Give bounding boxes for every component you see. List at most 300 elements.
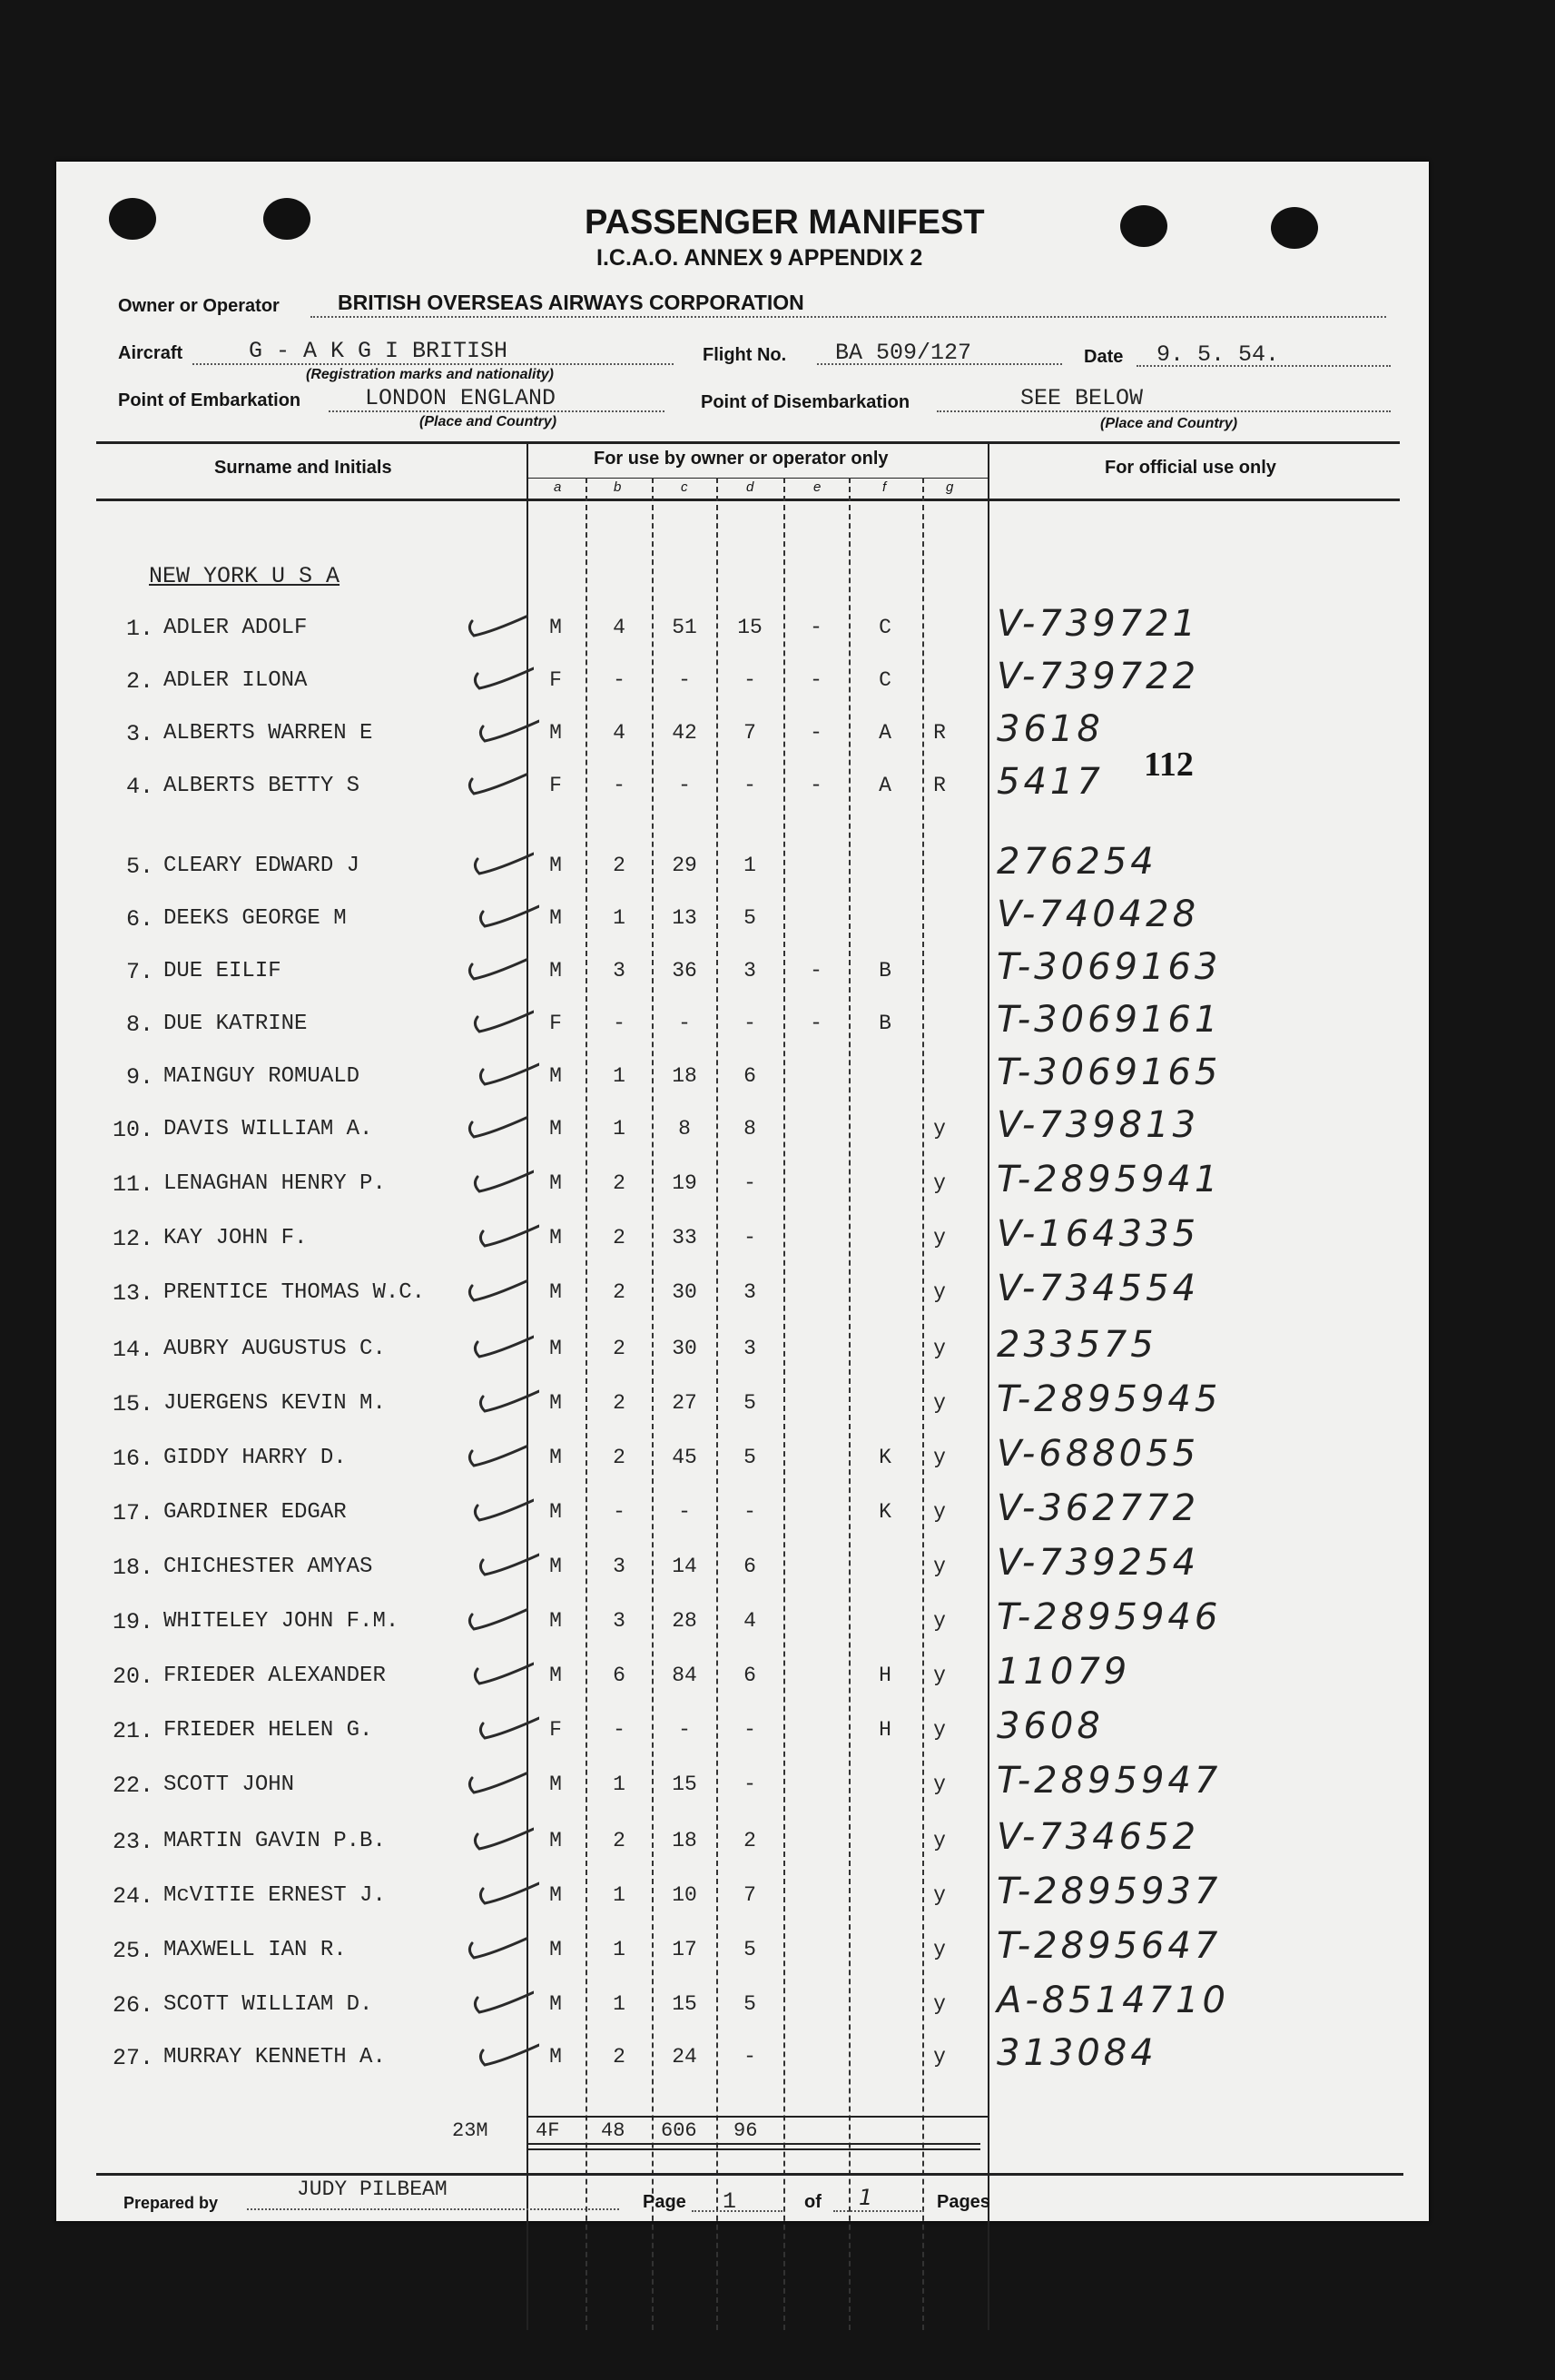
cell-g: y <box>933 1664 946 1687</box>
cell-d: 8 <box>743 1117 756 1141</box>
cell-c: 8 <box>678 1117 691 1141</box>
checkmark-icon <box>476 1384 539 1415</box>
checkmark-icon <box>476 1876 539 1907</box>
official-entry: V-739722 <box>997 656 1200 697</box>
checkmark-icon <box>470 1656 534 1687</box>
cell-b: 4 <box>613 616 625 639</box>
cell-f: C <box>879 668 891 692</box>
cell-a: M <box>549 1117 562 1141</box>
cell-g: y <box>933 1117 946 1141</box>
cell-e: - <box>810 774 822 797</box>
of-line <box>833 2210 924 2212</box>
passenger-name: ADLER ILONA <box>163 668 308 693</box>
row-number: 22. <box>112 1773 153 1799</box>
page-value: 1 <box>723 2188 737 2215</box>
cell-d: 5 <box>743 1446 756 1469</box>
page-line <box>692 2210 782 2212</box>
checkmark-icon <box>465 1765 528 1796</box>
official-entry: 3608 <box>997 1705 1104 1747</box>
cell-b: 1 <box>613 1117 625 1141</box>
cell-d: 2 <box>743 1829 756 1852</box>
checkmark-icon <box>476 714 539 745</box>
cell-g: y <box>933 1773 946 1796</box>
totals-b: 48 <box>601 2119 625 2142</box>
passenger-name: GIDDY HARRY D. <box>163 1446 347 1470</box>
row-number: 9. <box>125 1064 153 1091</box>
cell-g: y <box>933 1446 946 1469</box>
cell-c: 36 <box>672 959 697 983</box>
passenger-name: DUE KATRINE <box>163 1012 308 1036</box>
cell-b: 3 <box>613 1555 625 1578</box>
cell-a: M <box>549 1938 562 1961</box>
date-label: Date <box>1084 347 1124 367</box>
passenger-name: MAINGUY ROMUALD <box>163 1064 360 1089</box>
cell-a: M <box>549 1226 562 1249</box>
cell-c: 19 <box>672 1171 697 1195</box>
manifest-sheet <box>56 162 1429 2221</box>
of-value: 1 <box>859 2185 873 2210</box>
checkmark-icon <box>470 1329 534 1360</box>
official-entry: T-3069165 <box>997 1052 1222 1093</box>
cell-b: - <box>613 668 625 692</box>
cell-g: y <box>933 1992 946 2016</box>
official-entry: T-2895941 <box>997 1159 1222 1200</box>
official-entry: V-739721 <box>997 603 1200 645</box>
cell-c: 30 <box>672 1280 697 1304</box>
col-divider-g <box>922 478 924 2330</box>
cell-g: y <box>933 1391 946 1415</box>
cell-b: - <box>613 1500 625 1524</box>
row-number: 26. <box>112 1992 153 2019</box>
cell-a: M <box>549 1446 562 1469</box>
passenger-name: ADLER ADOLF <box>163 616 308 640</box>
table-top-rule <box>96 441 1400 444</box>
row-number: 16. <box>112 1446 153 1472</box>
cell-d: 6 <box>743 1555 756 1578</box>
cell-d: 7 <box>743 721 756 745</box>
checkmark-icon <box>476 1547 539 1578</box>
subcolumn-letter-b: b <box>614 479 622 495</box>
cell-d: 3 <box>743 959 756 983</box>
destination-heading: NEW YORK U S A <box>149 563 340 589</box>
passenger-name: FRIEDER ALEXANDER <box>163 1664 386 1688</box>
cell-c: 84 <box>672 1664 697 1687</box>
cell-a: M <box>549 1064 562 1088</box>
totals-a: 4F <box>536 2119 560 2142</box>
cell-c: 18 <box>672 1064 697 1088</box>
checkmark-icon <box>465 952 528 983</box>
cell-g: R <box>933 774 946 797</box>
col-divider-f <box>849 478 851 2330</box>
passenger-name: ALBERTS BETTY S <box>163 774 360 798</box>
row-number: 10. <box>112 1117 153 1143</box>
cell-c: 51 <box>672 616 697 639</box>
official-entry: 11079 <box>997 1651 1131 1693</box>
cell-b: - <box>613 774 625 797</box>
official-entry: V-739254 <box>997 1542 1200 1584</box>
cell-a: F <box>549 1718 562 1742</box>
cell-e: - <box>810 668 822 692</box>
checkmark-icon <box>476 1219 539 1249</box>
checkmark-icon <box>465 766 528 797</box>
owner-label: Owner or Operator <box>118 296 280 316</box>
cell-c: - <box>678 1500 691 1524</box>
cell-a: M <box>549 1171 562 1195</box>
totals-rule <box>527 2116 988 2118</box>
cell-b: 1 <box>613 1938 625 1961</box>
subcolumn-letter-c: c <box>681 479 688 495</box>
official-entry: V-734554 <box>997 1268 1200 1309</box>
passenger-name: MAXWELL IAN R. <box>163 1938 347 1962</box>
col-surname-header: Surname and Initials <box>214 458 392 478</box>
passenger-name: DEEKS GEORGE M <box>163 906 347 931</box>
cell-c: 18 <box>672 1829 697 1852</box>
checkmark-icon <box>465 608 528 639</box>
cell-a: F <box>549 774 562 797</box>
cell-a: M <box>549 1337 562 1360</box>
cell-b: 1 <box>613 1883 625 1907</box>
cell-d: - <box>743 1718 756 1742</box>
cell-a: M <box>549 616 562 639</box>
cell-b: 3 <box>613 959 625 983</box>
passenger-name: ALBERTS WARREN E <box>163 721 373 746</box>
aircraft-line <box>192 363 674 365</box>
disembark-note: (Place and Country) <box>1100 416 1238 431</box>
cell-a: F <box>549 1012 562 1035</box>
of-label: of <box>804 2192 822 2212</box>
cell-d: 1 <box>743 854 756 877</box>
official-entry: 233575 <box>997 1324 1157 1366</box>
official-entry: 313084 <box>997 2032 1157 2074</box>
disembark-value: SEE BELOW <box>1020 385 1144 411</box>
date-line <box>1137 365 1391 367</box>
official-entry: V-739813 <box>997 1104 1200 1146</box>
col-divider-official <box>988 441 989 2330</box>
embark-value: LONDON ENGLAND <box>365 385 556 411</box>
cell-d: - <box>743 668 756 692</box>
subcolumn-letter-a: a <box>554 479 562 495</box>
cell-f: K <box>879 1500 891 1524</box>
row-number: 24. <box>112 1883 153 1910</box>
row-number: 3. <box>125 721 153 747</box>
passenger-name: CHICHESTER AMYAS <box>163 1555 373 1579</box>
flight-line <box>817 363 1062 365</box>
passenger-name: WHITELEY JOHN F.M. <box>163 1609 399 1634</box>
cell-f: B <box>879 959 891 983</box>
passenger-name: LENAGHAN HENRY P. <box>163 1171 386 1196</box>
cell-g: y <box>933 1280 946 1304</box>
official-entry: 5417 <box>997 761 1104 803</box>
cell-b: 1 <box>613 1773 625 1796</box>
cell-c: 15 <box>672 1992 697 2016</box>
table-header-rule <box>96 499 1400 501</box>
cell-a: M <box>549 1992 562 2016</box>
cell-f: K <box>879 1446 891 1469</box>
cell-d: - <box>743 1500 756 1524</box>
row-number: 25. <box>112 1938 153 1964</box>
cell-d: 5 <box>743 1938 756 1961</box>
cell-d: 5 <box>743 906 756 930</box>
checkmark-icon <box>465 1273 528 1304</box>
prepared-label: Prepared by <box>123 2194 219 2212</box>
disembark-label: Point of Disembarkation <box>701 392 910 412</box>
cell-b: 2 <box>613 1171 625 1195</box>
cell-d: 15 <box>737 616 763 639</box>
totals-label: 23M <box>452 2119 488 2142</box>
checkmark-icon <box>470 1493 534 1524</box>
embark-note: (Place and Country) <box>419 414 557 430</box>
checkmark-icon <box>465 1602 528 1633</box>
cell-d: 7 <box>743 1883 756 1907</box>
cell-d: 3 <box>743 1280 756 1304</box>
cell-c: - <box>678 668 691 692</box>
cell-b: 2 <box>613 1446 625 1469</box>
cell-e: - <box>810 1012 822 1035</box>
checkmark-icon <box>476 1711 539 1742</box>
flight-value: BA 509/127 <box>835 340 972 366</box>
row-number: 17. <box>112 1500 153 1526</box>
cell-c: 28 <box>672 1609 697 1633</box>
cell-g: y <box>933 2045 946 2069</box>
cell-c: 10 <box>672 1883 697 1907</box>
page-title: PASSENGER MANIFEST <box>585 203 985 242</box>
cell-d: - <box>743 1171 756 1195</box>
cell-e: - <box>810 616 822 639</box>
cell-f: C <box>879 616 891 639</box>
cell-f: A <box>879 774 891 797</box>
cell-g: y <box>933 1938 946 1961</box>
cell-g: y <box>933 1829 946 1852</box>
cell-c: 15 <box>672 1773 697 1796</box>
owner-value: BRITISH OVERSEAS AIRWAYS CORPORATION <box>338 291 804 314</box>
cell-a: M <box>549 1555 562 1578</box>
passenger-name: MARTIN GAVIN P.B. <box>163 1829 386 1853</box>
cell-d: - <box>743 1226 756 1249</box>
cell-g: y <box>933 1883 946 1907</box>
col-divider-e <box>783 478 785 2330</box>
cell-a: M <box>549 1773 562 1796</box>
row-number: 7. <box>125 959 153 985</box>
page-label: Page <box>643 2192 686 2212</box>
cell-d: 6 <box>743 1664 756 1687</box>
cell-a: M <box>549 1609 562 1633</box>
row-number: 15. <box>112 1391 153 1417</box>
passenger-name: CLEARY EDWARD J <box>163 854 360 878</box>
cell-a: M <box>549 1664 562 1687</box>
punch-hole <box>1120 205 1167 247</box>
cell-d: - <box>743 2045 756 2069</box>
cell-c: 24 <box>672 2045 697 2069</box>
row-number: 5. <box>125 854 153 880</box>
cell-a: M <box>549 1829 562 1852</box>
cell-b: 1 <box>613 1992 625 2016</box>
checkmark-icon <box>470 846 534 877</box>
cell-g: y <box>933 1337 946 1360</box>
cell-g: y <box>933 1171 946 1195</box>
subcolumn-letter-d: d <box>746 479 754 495</box>
cell-c: - <box>678 774 691 797</box>
aircraft-value: G - A K G I BRITISH <box>249 338 508 364</box>
cell-b: 1 <box>613 1064 625 1088</box>
cell-d: - <box>743 774 756 797</box>
passenger-name: SCOTT WILLIAM D. <box>163 1992 373 2017</box>
totals-double-rule <box>527 2148 980 2150</box>
date-value: 9. 5. 54. <box>1156 341 1280 368</box>
official-entry: T-2895947 <box>997 1760 1222 1802</box>
flight-label: Flight No. <box>703 345 787 365</box>
cell-b: 1 <box>613 906 625 930</box>
official-entry: 3618 <box>997 708 1104 750</box>
passenger-name: DAVIS WILLIAM A. <box>163 1117 373 1141</box>
embark-line <box>329 410 664 412</box>
passenger-name: SCOTT JOHN <box>163 1773 295 1797</box>
cell-e: - <box>810 721 822 745</box>
cell-c: 27 <box>672 1391 697 1415</box>
official-entry: T-2895647 <box>997 1925 1222 1967</box>
cell-d: 4 <box>743 1609 756 1633</box>
cell-a: F <box>549 668 562 692</box>
checkmark-icon <box>476 1057 539 1088</box>
cell-c: - <box>678 1718 691 1742</box>
checkmark-icon <box>476 899 539 930</box>
official-entry: V-740428 <box>997 894 1200 935</box>
totals-c: 606 <box>661 2119 697 2142</box>
cell-f: B <box>879 1012 891 1035</box>
punch-hole <box>263 198 310 240</box>
cell-d: - <box>743 1012 756 1035</box>
cell-f: H <box>879 1664 891 1687</box>
row-number: 11. <box>112 1171 153 1198</box>
cell-b: - <box>613 1718 625 1742</box>
footer-rule <box>96 2173 1403 2176</box>
owner-line <box>310 316 1386 318</box>
disembark-line <box>937 410 1391 412</box>
row-number: 12. <box>112 1226 153 1252</box>
cell-g: y <box>933 1609 946 1633</box>
cell-c: 13 <box>672 906 697 930</box>
checkmark-icon <box>465 1438 528 1469</box>
cell-g: y <box>933 1718 946 1742</box>
checkmark-icon <box>465 1110 528 1141</box>
official-entry: V-734652 <box>997 1816 1200 1858</box>
cell-b: 2 <box>613 2045 625 2069</box>
row-number: 2. <box>125 668 153 695</box>
cell-a: M <box>549 1883 562 1907</box>
official-entry: V-688055 <box>997 1433 1200 1475</box>
row-number: 19. <box>112 1609 153 1635</box>
cell-c: 29 <box>672 854 697 877</box>
cell-b: 3 <box>613 1609 625 1633</box>
cell-c: - <box>678 1012 691 1035</box>
row-number: 8. <box>125 1012 153 1038</box>
checkmark-icon <box>470 1004 534 1035</box>
prepared-line <box>247 2208 619 2210</box>
cell-f: A <box>879 721 891 745</box>
punch-hole <box>109 198 156 240</box>
punch-hole <box>1271 207 1318 249</box>
row-number: 20. <box>112 1664 153 1690</box>
cell-g: y <box>933 1226 946 1249</box>
cell-a: M <box>549 959 562 983</box>
official-entry: T-2895946 <box>997 1596 1222 1638</box>
cell-d: 5 <box>743 1391 756 1415</box>
passenger-name: AUBRY AUGUSTUS C. <box>163 1337 386 1361</box>
cell-b: 4 <box>613 721 625 745</box>
checkmark-icon <box>470 1164 534 1195</box>
cell-b: - <box>613 1012 625 1035</box>
totals-d: 96 <box>733 2119 758 2142</box>
cell-c: 30 <box>672 1337 697 1360</box>
page-subtitle: I.C.A.O. ANNEX 9 APPENDIX 2 <box>596 245 923 271</box>
row-number: 18. <box>112 1555 153 1581</box>
totals-double-rule <box>527 2143 980 2145</box>
official-entry: T-3069161 <box>997 999 1222 1041</box>
subcolumn-letter-e: e <box>813 479 822 495</box>
checkmark-icon <box>470 661 534 692</box>
cell-c: 14 <box>672 1555 697 1578</box>
cell-a: M <box>549 1500 562 1524</box>
row-number: 23. <box>112 1829 153 1855</box>
cell-g: R <box>933 721 946 745</box>
cell-c: 42 <box>672 721 697 745</box>
cell-d: 3 <box>743 1337 756 1360</box>
cell-b: 2 <box>613 1337 625 1360</box>
row-number: 27. <box>112 2045 153 2071</box>
cell-c: 33 <box>672 1226 697 1249</box>
cell-d: 5 <box>743 1992 756 2016</box>
cell-a: M <box>549 1280 562 1304</box>
prepared-value: JUDY PILBEAM <box>297 2178 448 2201</box>
row-number: 6. <box>125 906 153 933</box>
cell-b: 2 <box>613 1226 625 1249</box>
cell-a: M <box>549 906 562 930</box>
cell-g: y <box>933 1555 946 1578</box>
row-number: 1. <box>125 616 153 642</box>
official-entry: 276254 <box>997 841 1157 883</box>
cell-b: 2 <box>613 1391 625 1415</box>
checkmark-icon <box>476 2038 539 2069</box>
operator-subheader-rule <box>527 478 988 479</box>
passenger-name: McVITIE ERNEST J. <box>163 1883 386 1908</box>
official-entry: T-2895937 <box>997 1871 1222 1912</box>
subcolumn-letter-f: f <box>882 479 887 495</box>
passenger-name: FRIEDER HELEN G. <box>163 1718 373 1743</box>
cell-c: 45 <box>672 1446 697 1469</box>
official-entry: T-2895945 <box>997 1378 1222 1420</box>
passenger-name: GARDINER EDGAR <box>163 1500 347 1525</box>
cell-d: 6 <box>743 1064 756 1088</box>
official-entry: T-3069163 <box>997 946 1222 988</box>
cell-a: M <box>549 2045 562 2069</box>
cell-b: 2 <box>613 1280 625 1304</box>
passenger-name: KAY JOHN F. <box>163 1226 308 1250</box>
official-entry: V-164335 <box>997 1213 1200 1255</box>
cell-g: y <box>933 1500 946 1524</box>
row-number: 21. <box>112 1718 153 1744</box>
col-operator-header: For use by owner or operator only <box>594 449 889 469</box>
passenger-name: DUE EILIF <box>163 959 281 983</box>
row-number: 13. <box>112 1280 153 1307</box>
cell-d: - <box>743 1773 756 1796</box>
cell-b: 6 <box>613 1664 625 1687</box>
aircraft-label: Aircraft <box>118 343 183 363</box>
checkmark-icon <box>470 1822 534 1852</box>
official-entry: A-8514710 <box>997 1980 1229 2021</box>
cell-e: - <box>810 959 822 983</box>
passenger-name: JUERGENS KEVIN M. <box>163 1391 386 1416</box>
row-number: 4. <box>125 774 153 800</box>
aircraft-note: (Registration marks and nationality) <box>306 367 554 382</box>
